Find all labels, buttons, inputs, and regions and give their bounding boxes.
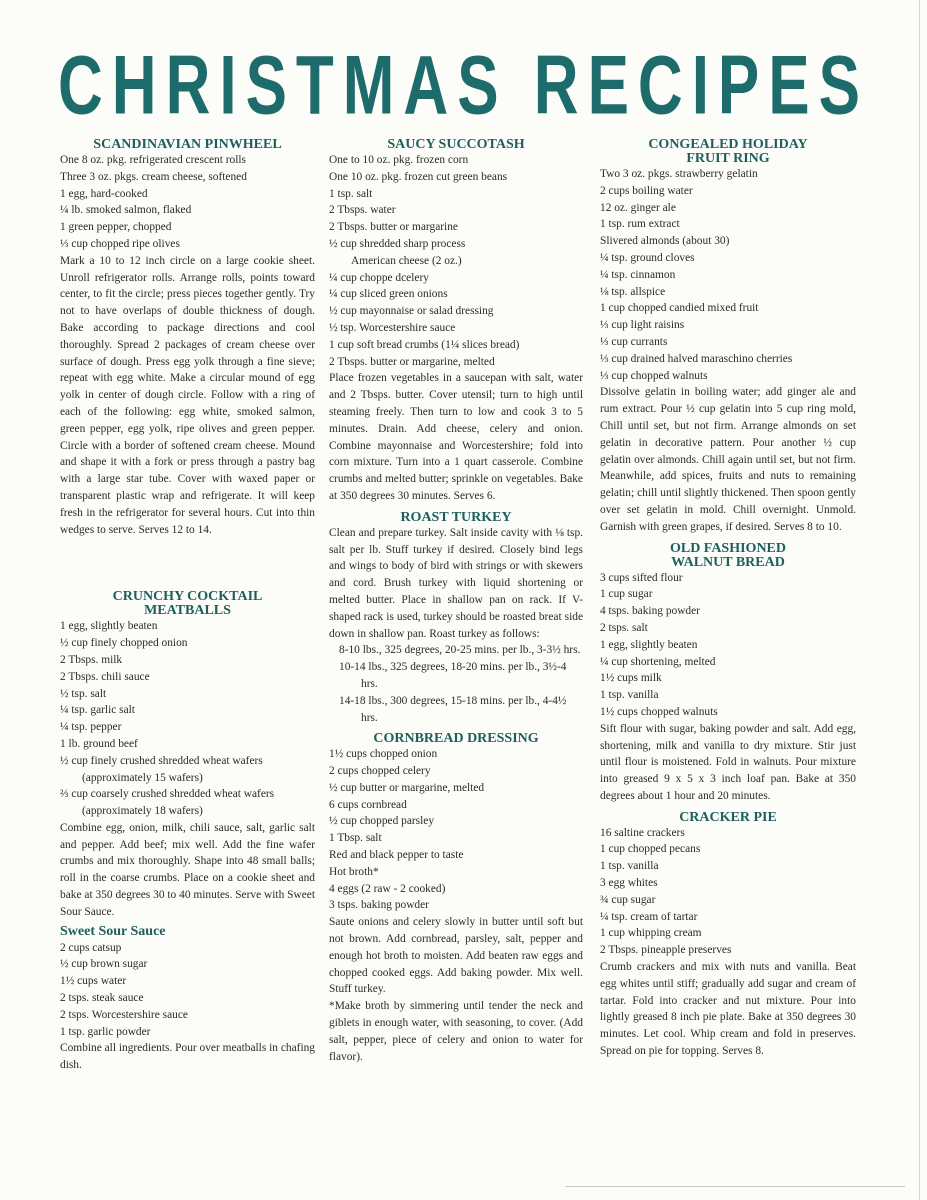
ingredient: 1 tsp. vanilla	[600, 689, 659, 702]
directions: Combine egg, onion, milk, chili sauce, salt, garlic salt and pepper. Add beef; mix well. Add the fine wafer crumbs and mix thoroughly. Shape into 48 small balls; roll in the coarse crumbs. Place on a cookie sheet and bake at 350 degrees 30 to 40 minutes. Serve with Sweet Sour Sauce.	[60, 821, 315, 918]
ingredient-list	[600, 166, 856, 384]
recipe-title: ROAST TURKEY	[400, 509, 512, 525]
ingredient: ½ cup finely chopped onion	[60, 637, 188, 650]
ingredient: ¼ cup shortening, melted	[600, 655, 716, 668]
ingredient: 1½ cups chopped walnuts	[600, 705, 718, 718]
ingredient: 2 cups chopped celery	[329, 765, 431, 778]
ingredient: ½ tsp. Worcestershire sauce	[329, 321, 456, 334]
ingredient: ⅓ cup chopped ripe olives	[60, 237, 180, 250]
ingredient: 1 tsp. vanilla	[600, 860, 659, 873]
directions: Clean and prepare turkey. Salt inside cavity with ⅛ tsp. salt per lb. Stuff turkey if desired. Closely bind legs and wings to body of bird with strings or with skewers and cord. Brush turkey with liquid shortening or melted butter. Place in shallow pan on rack. If V-shaped rack is used, turkey should be roasted breat side down in shallow pan. Roast turkey as follows:	[329, 526, 583, 640]
column-right	[600, 138, 856, 1060]
ingredient: ¼ tsp. pepper	[60, 721, 122, 734]
recipe-title-line: OLD FASHIONED	[669, 540, 787, 556]
recipe-title-line: WALNUT BREAD	[671, 554, 785, 570]
ingredient: 2 cups catsup	[60, 941, 122, 954]
column-middle	[329, 138, 583, 1065]
roasting-time: 10-14 lbs., 325 degrees, 18-20 mins. per lb., 3½-4 hrs.	[339, 661, 567, 690]
page-edge-divider	[919, 0, 920, 1200]
ingredient: 3 tsps. baking powder	[329, 899, 429, 912]
ingredient: 1 tsp. rum extract	[600, 218, 680, 231]
ingredient: Three 3 oz. pkgs. cream cheese, softened	[60, 170, 247, 183]
recipe-congealed-holiday-fruit-ring	[600, 138, 856, 536]
ingredient: ½ cup shredded sharp process	[329, 237, 466, 250]
recipe-sweet-sour-sauce	[60, 924, 315, 1074]
ingredient: American cheese (2 oz.)	[351, 254, 462, 267]
ingredient-list	[600, 825, 856, 959]
ingredient: 1 lb. ground beef	[60, 737, 138, 750]
ingredient: 1½ cups water	[60, 975, 127, 988]
column-left	[60, 138, 315, 1074]
recipe-title	[60, 590, 315, 618]
ingredient: ¼ tsp. cream of tartar	[600, 910, 698, 923]
recipe-roast-turkey	[329, 511, 583, 727]
ingredient: ⅓ cup light raisins	[600, 319, 685, 332]
ingredient-list	[329, 746, 583, 914]
ingredient: Slivered almonds (about 30)	[600, 235, 730, 248]
ingredient: ⅓ cup currants	[600, 335, 668, 348]
ingredient: ¼ tsp. cinnamon	[600, 268, 676, 281]
ingredient: ⅛ tsp. allspice	[600, 285, 666, 298]
ingredient: 1 egg, hard-cooked	[60, 187, 148, 200]
ingredient: One to 10 oz. pkg. frozen corn	[329, 154, 469, 166]
recipe-title-line: MEATBALLS	[144, 603, 231, 619]
ingredient: ⅔ cup coarsely crushed shredded wheat wafers (approximately 18 wafers)	[60, 788, 275, 818]
ingredient: 2 Tbsps. butter or margarine, melted	[329, 355, 495, 368]
ingredient: 1½ cups chopped onion	[329, 748, 438, 761]
ingredient: ⅓ cup drained halved maraschino cherries	[600, 352, 793, 365]
roasting-time: 14-18 lbs., 300 degrees, 15-18 mins. per lb., 4-4½ hrs.	[339, 694, 567, 724]
ingredient: 2 tsps. salt	[600, 621, 648, 634]
ingredient: One 10 oz. pkg. frozen cut green beans	[329, 170, 508, 183]
ingredient-list	[329, 152, 583, 370]
ingredient: ½ cup butter or margarine, melted	[329, 781, 485, 794]
ingredient: 4 eggs (2 raw - 2 cooked)	[329, 882, 446, 895]
ingredient: 2 cups boiling water	[600, 184, 693, 197]
roasting-time: 8-10 lbs., 325 degrees, 20-25 mins. per lb., 3-3½ hrs.	[339, 644, 581, 657]
recipe-cracker-pie	[600, 811, 856, 1060]
ingredient: 1 tsp. salt	[329, 187, 373, 200]
recipe-crunchy-cocktail-meatballs	[60, 590, 315, 920]
ingredient: 2 Tbsps. pineapple preserves	[600, 944, 732, 957]
ingredient: ¼ cup choppe dcelery	[329, 271, 429, 284]
recipe-title-line: CRUNCHY COCKTAIL	[112, 589, 263, 605]
ingredient: 3 egg whites	[600, 877, 658, 890]
ingredient: ¼ lb. smoked salmon, flaked	[60, 204, 192, 217]
ingredient: 2 Tbsps. butter or margarine	[329, 221, 458, 234]
ingredient-list	[600, 570, 856, 721]
recipe-saucy-succotash	[329, 138, 583, 505]
directions: Saute onions and celery slowly in butter until soft but not brown. Add cornbread, parsley, salt, pepper and enough hot broth to moisten. Add beaten raw eggs and chopped cooked eggs. Add baking powder. Mix well. Stuff turkey.	[329, 916, 583, 996]
recipe-title-line: FRUIT RING	[686, 151, 770, 166]
ingredient: 1 cup whipping cream	[600, 927, 702, 940]
ingredient-list	[60, 618, 315, 820]
recipe-title: SAUCY SUCCOTASH	[387, 137, 525, 152]
ingredient: 6 cups cornbread	[329, 798, 407, 811]
ingredient: 2 tsps. steak sauce	[60, 992, 144, 1005]
ingredient-list	[60, 152, 315, 253]
page-title: CHRISTMAS RECIPES	[58, 39, 869, 133]
ingredient: ⅓ cup chopped walnuts	[600, 369, 708, 382]
recipe-title	[600, 542, 856, 570]
ingredient: 3 cups sifted flour	[600, 571, 683, 584]
ingredient: 2 Tbsps. chili sauce	[60, 670, 150, 683]
ingredient: 12 oz. ginger ale	[600, 201, 676, 214]
recipe-cornbread-dressing	[329, 732, 583, 1065]
ingredient: 2 tsps. Worcestershire sauce	[60, 1008, 188, 1021]
ingredient: 2 Tbsps. milk	[60, 653, 123, 666]
ingredient: 1 green pepper, chopped	[60, 221, 172, 234]
ingredient: Two 3 oz. pkgs. strawberry gelatin	[600, 168, 758, 180]
ingredient: 1 egg, slightly beaten	[600, 638, 698, 651]
directions: Mark a 10 to 12 inch circle on a large cookie sheet. Unroll refrigerator rolls. Arrange rolls, points toward center, to fit the circle; press pieces together gently. Try not to have overlaps of double thickness of dough. Bake according to package directions and cool thoroughly. Spread 2 packages of cream cheese over surface of dough. Press egg yolk through a fine sieve; repeat with egg white. Make a circular mound of egg yolk in center of dough circle. Follow with a ring of each of the following: egg white, smoked salmon, green pepper, egg yolk, ripe olives and green pepper. Circle with a border of softened cream cheese. Mound and shape it with a fork or press through a pastry bag with a large star tube. Cover with waxed paper or transparent plastic wrap and refrigerate. It will keep fresh in the refrigerator for several hours. Cut into thin wedges to serve. Serves 12 to 14.	[60, 254, 315, 536]
directions: Dissolve gelatin in boiling water; add ginger ale and rum extract. Pour ½ cup gelatin into 5 cup ring mold, Chill until set, but not firm. Arrange almonds on set gelatin in decorative pattern. Pour another ½ cup gelatin over almonds. Chill again until set, but not firm. Meanwhile, add spices, fruits and nuts to remaining gelatin; chill until slightly thickened. Then spoon gently over set gelatin in mold. Chill overnight. Unmold. Garnish with green grapes, if desired. Serves 8 to 10.	[600, 386, 856, 533]
ingredient: 1 cup sugar	[600, 588, 653, 601]
page-bottom-divider	[565, 1186, 905, 1187]
directions: Sift flour with sugar, baking powder and salt. Add egg, shortening, milk and vanilla to dry mixture. Stir just until flour is moistened. Fold in walnuts. Pour mixture into greased 9 x 5 x 3 inch loaf pan. Bake at 350 degrees about 1 hour and 20 minutes.	[600, 722, 856, 802]
recipe-title: SCANDINAVIAN PINWHEEL	[93, 137, 282, 152]
directions: Place frozen vegetables in a saucepan with salt, water and 2 Tbsps. butter. Cover utensil; turn to high until steaming freely. Then turn to low and cook 3 to 5 minutes. Drain. Add cheese, celery and onion. Combine mayonnaise and Worcestershire; fold into corn mixture. Turn into a 1 quart casserole. Combine crumbs and melted butter; sprinkle on vegetables. Bake at 350 degrees 30 minutes. Serves 6.	[329, 372, 583, 502]
ingredient: One 8 oz. pkg. refrigerated crescent rolls	[60, 154, 246, 166]
ingredient: 16 saltine crackers	[600, 826, 685, 839]
ingredient: 1 Tbsp. salt	[329, 832, 382, 845]
directions: Crumb crackers and mix with nuts and vanilla. Beat egg whites until stiff; gradually add sugar and cream of tartar. Fold into cracker and nut mixture. Pour into lightly greased 8 inch pie plate. Bake at 350 degrees 30 minutes. Let cool. Whip cream and fold in preserves. Spread on pie for topping. Serves 8.	[600, 961, 856, 1058]
recipe-title: CORNBREAD DRESSING	[373, 731, 539, 747]
roasting-times	[329, 642, 583, 726]
recipe-scandinavian-pinwheel	[60, 138, 315, 538]
ingredient: ½ tsp. salt	[60, 687, 107, 700]
ingredient: Hot broth*	[329, 865, 379, 878]
ingredient: 2 Tbsps. water	[329, 204, 396, 217]
ingredient: ¾ cup sugar	[600, 893, 656, 906]
footnote: *Make broth by simmering until tender the neck and giblets in enough water, with seasoning, to cover. (Add salt, pepper, piece of celery and onion to water for flavor).	[329, 1000, 583, 1063]
directions: Combine all ingredients. Pour over meatballs in chafing dish.	[60, 1042, 315, 1072]
ingredient: ½ cup chopped parsley	[329, 815, 435, 828]
recipe-title	[600, 138, 856, 166]
ingredient: ½ cup finely crushed shredded wheat wafers (approximately 15 wafers)	[60, 754, 263, 784]
recipe-title: Sweet Sour Sauce	[60, 923, 166, 939]
ingredient: ¼ cup sliced green onions	[329, 288, 448, 301]
ingredient: ½ cup brown sugar	[60, 958, 148, 971]
recipe-title: CRACKER PIE	[679, 809, 777, 825]
recipe-old-fashioned-walnut-bread	[600, 542, 856, 805]
ingredient: 1 egg, slightly beaten	[60, 620, 158, 633]
ingredient: 1 cup soft bread crumbs (1¼ slices bread)	[329, 338, 520, 351]
ingredient: 1 tsp. garlic powder	[60, 1025, 151, 1038]
ingredient-list	[60, 940, 315, 1041]
ingredient: 1 cup chopped candied mixed fruit	[600, 302, 759, 315]
ingredient: ¼ tsp. ground cloves	[600, 251, 695, 264]
ingredient: 1 cup chopped pecans	[600, 843, 701, 856]
ingredient: ¼ tsp. garlic salt	[60, 704, 135, 717]
ingredient: ½ cup mayonnaise or salad dressing	[329, 305, 494, 318]
ingredient: 1½ cups milk	[600, 672, 662, 685]
ingredient: 4 tsps. baking powder	[600, 605, 700, 618]
ingredient: Red and black pepper to taste	[329, 849, 464, 862]
recipe-title-line: CONGEALED HOLIDAY	[648, 137, 808, 152]
